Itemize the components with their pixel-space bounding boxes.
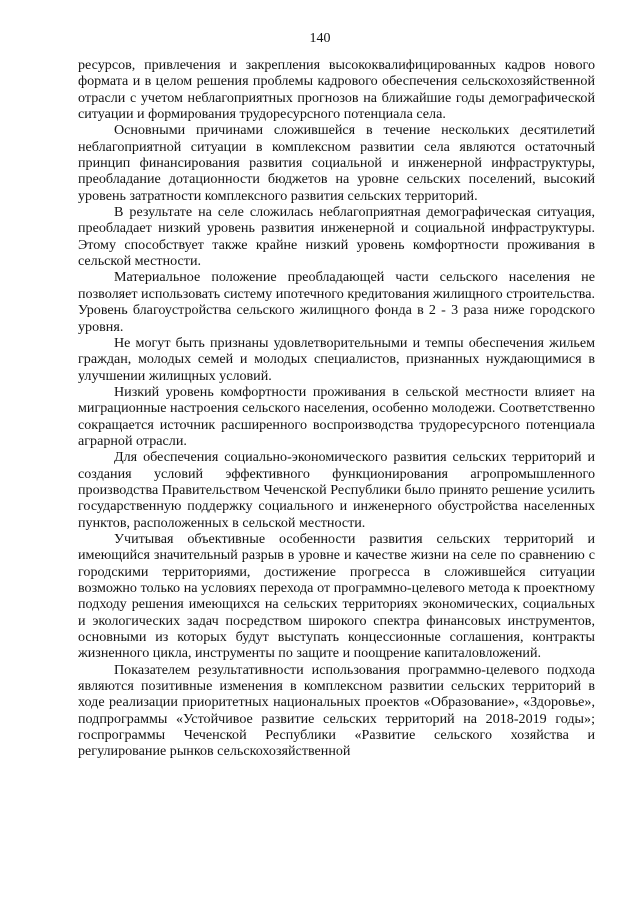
paragraph-demography: В результате на селе сложилась неблагоприятная демографическая ситуация, преобладает низкий уровень развития инженерной и социальной инфраструктуры. Этому способствует также крайне низкий уровень комфортности проживания в сельской местности. (78, 204, 595, 270)
paragraph-performance-indicator: Показателем результативности использования программно-целевого подхода являются позитивные изменения в комплексном развитии сельских территорий в ходе реализации приоритетных национальных проектов «Образование», «Здоровье», подпрограммы «Устойчивое развитие сельских территорий на 2018-2019 годы»; госпрограммы Чеченской Республики «Развитие сельского хозяйства и регулирование рынков сельскохозяйственной (78, 661, 595, 760)
paragraph-government-decision: Для обеспечения социально-экономического развития сельских территорий и создания условий эффективного функционирования агропромышленного производства Правительством Чеченской Республики было принято решение усилить государственную поддержку социального и инженерного обустройства населенных пунктов, расположенных в сельской местности. (78, 449, 595, 531)
paragraph-mortgage: Материальное положение преобладающей части сельского населения не позволяет использовать систему ипотечного кредитования жилищного строительства. Уровень благоустройства сельского жилищного фонда в 2 - 3 раза ниже городского уровня. (78, 269, 595, 335)
paragraph-continuation: ресурсов, привлечения и закрепления высококвалифицированных кадров нового формата и в целом решения проблемы кадрового обеспечения сельскохозяйственной отрасли с учетом неблагоприятных прогнозов на ближайшие годы демографической ситуации и формирования трудоресурсного потенциала села. (78, 57, 595, 123)
paragraph-objective-features: Учитывая объективные особенности развития сельских территорий и имеющийся значительный разрыв в уровне и качестве жизни на селе по сравнению с городскими территориями, достижение прогресса в сложившейся ситуации возможно только на условиях перехода от программно-целевого метода к проектному подходу решения имеющихся на сельских территориях экономических, социальных и экологических задач посредством широкого спектра финансовых инструментов, основными из которых будут выступать концессионные соглашения, контракты жизненного цикла, инструменты по защите и поощрение капиталовложений. (78, 530, 595, 662)
paragraph-housing: Не могут быть признаны удовлетворительными и темпы обеспечения жильем граждан, молодых семей и молодых специалистов, признанных нуждающимися в улучшении жилищных условий. (78, 334, 595, 384)
paragraph-causes: Основными причинами сложившейся в течение нескольких десятилетий неблагоприятной ситуации в комплексном развитии села являются остаточный принцип финансирования развития социальной и инженерной инфраструктуры, преобладание дотационности бюджетов на уровне сельских поселений, высокий уровень затратности комплексного развития сельских территорий. (78, 122, 595, 204)
document-body (78, 57, 595, 760)
page-number: 140 (309, 31, 331, 46)
paragraph-migration: Низкий уровень комфортности проживания в сельской местности влияет на миграционные настроения сельского населения, особенно молодежи. Соответственно сокращается источник расширенного воспроизводства трудоресурсного потенциала аграрной отрасли. (78, 383, 595, 449)
